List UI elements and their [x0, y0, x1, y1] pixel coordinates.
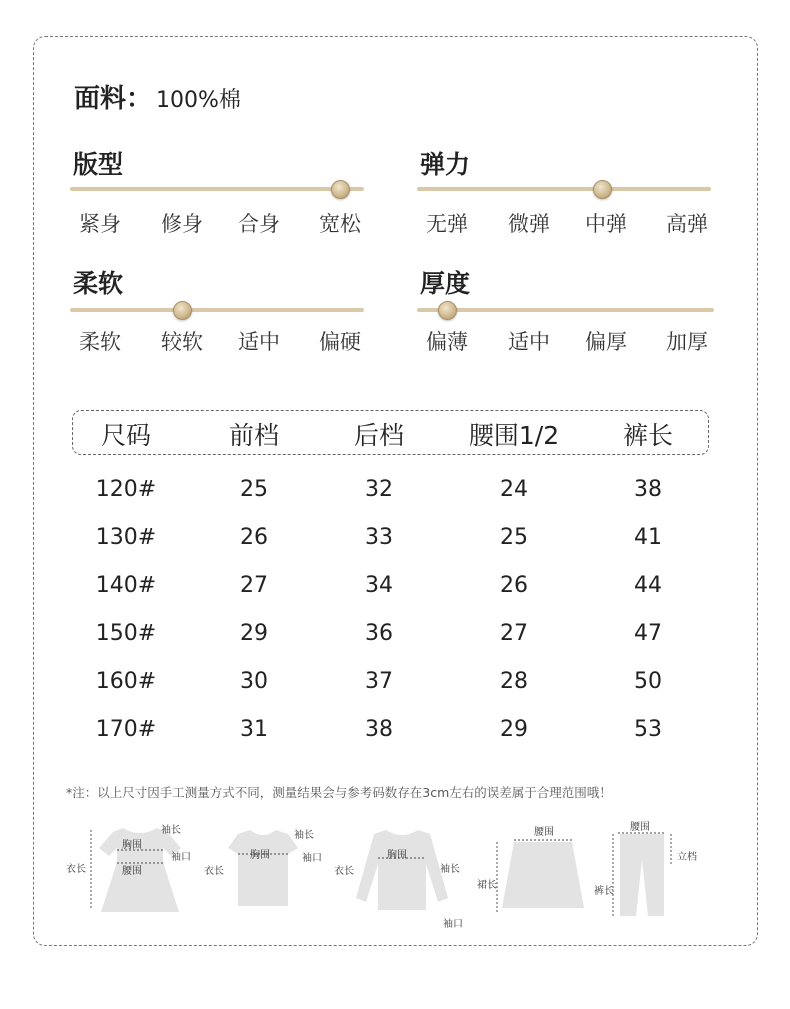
table-cell: 47 [634, 621, 662, 646]
table-header-cell: 尺码 [100, 421, 151, 450]
table-cell: 30 [240, 669, 268, 694]
table-cell: 27 [500, 621, 528, 646]
attr-title-softness: 柔软 [73, 269, 124, 298]
diagram-label: 腰围 [534, 827, 554, 838]
table-cell: 38 [365, 717, 393, 742]
attr-option: 中弹 [585, 212, 627, 236]
diagram-label: 裙长 [477, 880, 497, 891]
diagram-label: 胸围 [250, 850, 270, 861]
table-cell: 50 [634, 669, 662, 694]
table-cell-size: 170# [95, 717, 157, 742]
slider-track-elasticity [417, 187, 711, 191]
table-cell: 34 [365, 573, 393, 598]
attr-option: 偏薄 [426, 330, 468, 354]
diagram-label: 袖长 [440, 864, 460, 875]
attr-title-elasticity: 弹力 [420, 150, 471, 179]
measurement-note: *注：以上尺寸因手工测量方式不同，测量结果会与参考码数存在3cm左右的误差属于合理范围哦！ [66, 785, 612, 800]
diagram-label: 裤长 [594, 886, 614, 897]
table-header-cell: 裤长 [622, 421, 673, 450]
attr-option: 微弹 [508, 212, 550, 236]
slider-track-fit [70, 187, 364, 191]
length-marker-icon [494, 842, 500, 914]
table-cell: 26 [240, 525, 268, 550]
diagram-label: 腰围 [630, 822, 650, 833]
diagram-label: 胸围 [122, 840, 142, 851]
table-cell: 44 [634, 573, 662, 598]
table-cell: 32 [365, 477, 393, 502]
table-cell: 29 [240, 621, 268, 646]
table-header-cell: 前档 [228, 421, 279, 450]
table-cell-size: 120# [95, 477, 157, 502]
attr-option: 适中 [238, 330, 280, 354]
diagram-label: 袖口 [171, 852, 191, 863]
table-cell: 31 [240, 717, 268, 742]
attr-title-thickness: 厚度 [420, 269, 471, 298]
attr-option: 偏厚 [585, 330, 627, 354]
table-cell-size: 150# [95, 621, 157, 646]
attr-title-fit: 版型 [73, 150, 124, 179]
table-cell: 38 [634, 477, 662, 502]
attr-option: 适中 [508, 330, 550, 354]
attr-option: 加厚 [666, 330, 708, 354]
table-cell: 24 [500, 477, 528, 502]
attr-option: 宽松 [319, 212, 361, 236]
table-cell: 41 [634, 525, 662, 550]
attr-option: 合身 [238, 212, 280, 236]
attr-option: 紧身 [79, 212, 121, 236]
diagram-label: 衣长 [66, 864, 86, 875]
table-cell: 26 [500, 573, 528, 598]
attr-option: 偏硬 [319, 330, 361, 354]
pants-diagram-icon [618, 832, 666, 918]
table-cell: 33 [365, 525, 393, 550]
table-cell: 25 [500, 525, 528, 550]
table-cell: 29 [500, 717, 528, 742]
table-header-cell: 腰围1/2 [468, 421, 560, 450]
slider-knob-thickness [438, 301, 457, 320]
table-cell-size: 130# [95, 525, 157, 550]
tshirt-diagram-icon [226, 828, 300, 908]
attr-option: 高弹 [666, 212, 708, 236]
diagram-label: 袖口 [443, 919, 463, 930]
table-header-cell: 后档 [353, 421, 404, 450]
fabric-label: 面料： [74, 84, 153, 114]
attr-option: 无弹 [426, 212, 468, 236]
attr-option: 柔软 [79, 330, 121, 354]
diagram-label: 袖长 [161, 825, 181, 836]
table-cell: 27 [240, 573, 268, 598]
table-cell: 36 [365, 621, 393, 646]
sweater-diagram-icon [354, 828, 450, 918]
table-cell: 37 [365, 669, 393, 694]
diagram-label: 袖长 [294, 830, 314, 841]
slider-track-thickness [417, 308, 714, 312]
diagram-label: 衣长 [204, 866, 224, 877]
table-cell-size: 160# [95, 669, 157, 694]
fabric-info [74, 78, 241, 115]
length-marker-icon [88, 830, 94, 910]
attr-option: 较软 [161, 330, 203, 354]
slider-knob-softness [173, 301, 192, 320]
attr-option: 修身 [161, 212, 203, 236]
skirt-diagram-icon [500, 838, 586, 914]
table-cell: 28 [500, 669, 528, 694]
diagram-label: 胸围 [387, 850, 407, 861]
table-cell: 25 [240, 477, 268, 502]
diagram-label: 腰围 [122, 866, 142, 877]
diagram-label: 立档 [677, 852, 697, 863]
table-cell: 53 [634, 717, 662, 742]
rise-marker-icon [668, 834, 674, 864]
fabric-value: 100%棉 [156, 88, 241, 113]
diagram-label: 衣长 [334, 866, 354, 877]
diagram-label: 袖口 [302, 853, 322, 864]
slider-track-softness [70, 308, 364, 312]
table-cell-size: 140# [95, 573, 157, 598]
length-marker-icon [610, 834, 616, 918]
